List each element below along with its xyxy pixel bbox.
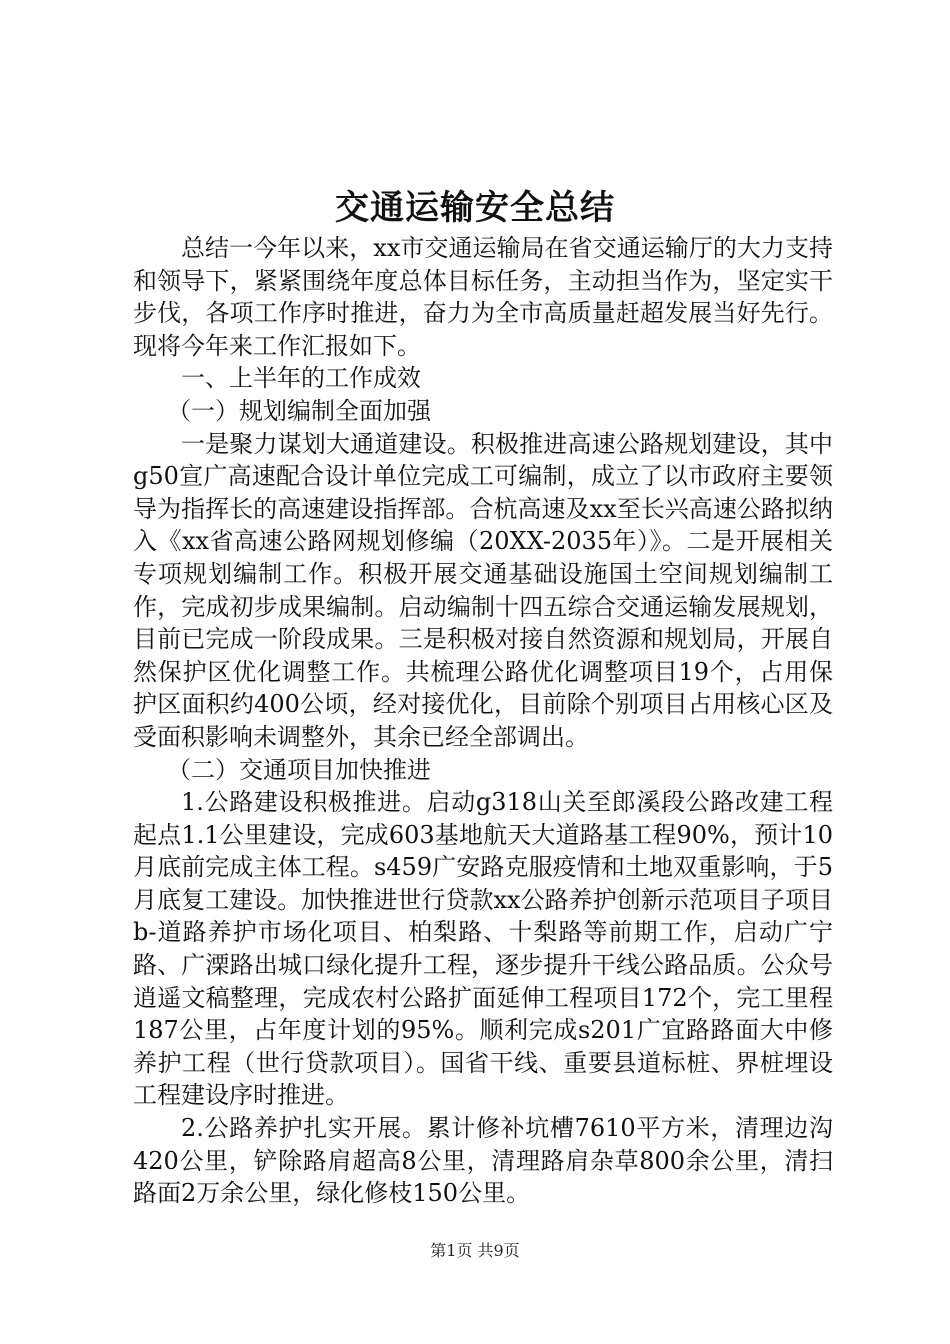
heading-subsection-1: （一）规划编制全面加强	[167, 396, 431, 425]
paragraph-intro: 总结一今年以来，xx市交通运输局在省交通运输厅的大力支持和领导下，紧紧围绕年度总体目标任务，主动担当作为，坚定实干步伐，各项工作序时推进，奋力为全市高质量赶超发展当好先行。现将今年来工作汇报如下。	[133, 234, 833, 360]
document-body	[133, 232, 833, 1210]
page-footer: 第1页 共9页	[430, 1241, 520, 1260]
document-title: 交通运输安全总结	[335, 188, 615, 228]
paragraph-planning: 一是聚力谋划大通道建设。积极推进高速公路规划建设，其中g50宣广高速配合设计单位完成工可编制，成立了以市政府主要领导为指挥长的高速建设指挥部。合杭高速及xx至长兴高速公路拟纳入《xx省高速公路网规划修编（20XX-2035年）》。二是开展相关专项规划编制工作。积极开展交通基础设施国土空间规划编制工作，完成初步成果编制。启动编制十四五综合交通运输发展规划，目前已完成一阶段成果。三是积极对接自然资源和规划局，开展自然保护区优化调整工作。共梳理公路优化调整项目19个，占用保护区面积约400公顷，经对接优化，目前除个别项目占用核心区及受面积影响未调整外，其余已经全部调出。	[133, 429, 833, 751]
heading-subsection-2: （二）交通项目加快推进	[167, 755, 431, 784]
paragraph-road-maintenance: 2.公路养护扎实开展。累计修补坑槽7610平方米，清理边沟420公里，铲除路肩超高8公里，清理路肩杂草800余公里，清扫路面2万余公里，绿化修枝150公里。	[133, 1114, 833, 1208]
paragraph-road-construction: 1.公路建设积极推进。启动g318山关至郎溪段公路改建工程起点1.1公里建设，完成603基地航天大道路基工程90%，预计10月底前完成主体工程。s459广安路克服疫情和土地双重影响，于5月底复工建设。加快推进世行贷款xx公路养护创新示范项目子项目b-道路养护市场化项目、柏梨路、十梨路等前期工作，启动广宁路、广溧路出城口绿化提升工程，逐步提升干线公路品质。公众号逍遥文稿整理，完成农村公路扩面延伸工程项目172个，完工里程187公里，占年度计划的95%。顺利完成s201广宜路路面大中修养护工程（世行贷款项目）。国省干线、重要县道标桩、界桩埋设工程建设序时推进。	[133, 788, 833, 1110]
heading-section-1: 一、上半年的工作成效	[181, 364, 421, 393]
